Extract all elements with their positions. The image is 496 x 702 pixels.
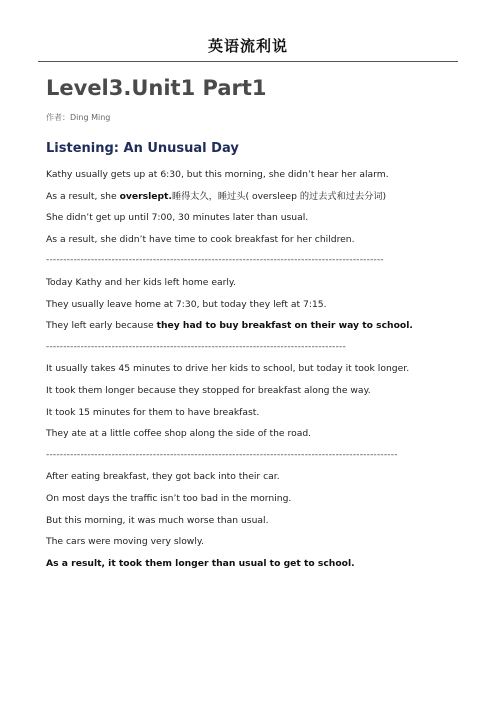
paragraph-line: They ate at a little coffee shop along the side of the road. [46, 428, 312, 440]
paragraph-line: As a result, she didn’t have time to cook breakfast for her children. [46, 233, 355, 245]
author-name: Ding Ming [70, 113, 111, 122]
paragraph-line: The cars were moving very slowly. [46, 536, 204, 548]
section-heading: Listening: An Unusual Day [46, 141, 239, 156]
line-text: As a result, she [46, 190, 120, 202]
running-header: 英语流利说 [207, 37, 288, 55]
paragraph-line: After eating breakfast, they got back into their car. [46, 471, 280, 483]
line-text: They left early because [46, 320, 157, 332]
author-label: 作者： [46, 113, 70, 122]
paragraph-line: It took 15 minutes for them to have breakfast. [46, 406, 260, 418]
dashed-divider: -------------------------------------------------------------------------------------------------- [46, 255, 384, 266]
dashed-divider: ------------------------------------------------------------------------------------------------------ [46, 449, 398, 460]
paragraph-line: On most days the traffic isn’t too bad in the morning. [46, 492, 292, 504]
document-body [46, 169, 466, 579]
vocab-translation: 睡得太久，睡过头 [171, 190, 246, 202]
paragraph-line: But this morning, it was much worse than usual. [46, 514, 269, 526]
emphasis-text: they had to buy breakfast on their way to school. [156, 320, 413, 332]
vocab-note: ( oversleep 的过去式和过去分词) [245, 190, 387, 202]
paragraph-line: It took them longer because they stopped for breakfast along the way. [46, 384, 371, 396]
author-line [46, 112, 110, 123]
paragraph-line: Today Kathy and her kids left home early. [46, 276, 236, 288]
page-title: Level3.Unit1 Part1 [46, 76, 267, 100]
header-rule [38, 61, 458, 62]
paragraph-line [46, 191, 466, 202]
paragraph-line [46, 320, 466, 331]
paragraph-line: She didn’t get up until 7:00, 30 minutes later than usual. [46, 212, 309, 224]
paragraph-line: Kathy usually gets up at 6:30, but this morning, she didn’t hear her alarm. [46, 169, 389, 180]
dashed-divider: --------------------------------------------------------------------------------------- [46, 341, 346, 352]
paragraph-line: It usually takes 45 minutes to drive her kids to school, but today it took longer. [46, 363, 410, 375]
vocab-term: overslept. [119, 190, 172, 202]
paragraph-line: They usually leave home at 7:30, but today they left at 7:15. [46, 298, 327, 310]
paragraph-line-bold: As a result, it took them longer than usual to get to school. [46, 557, 355, 569]
